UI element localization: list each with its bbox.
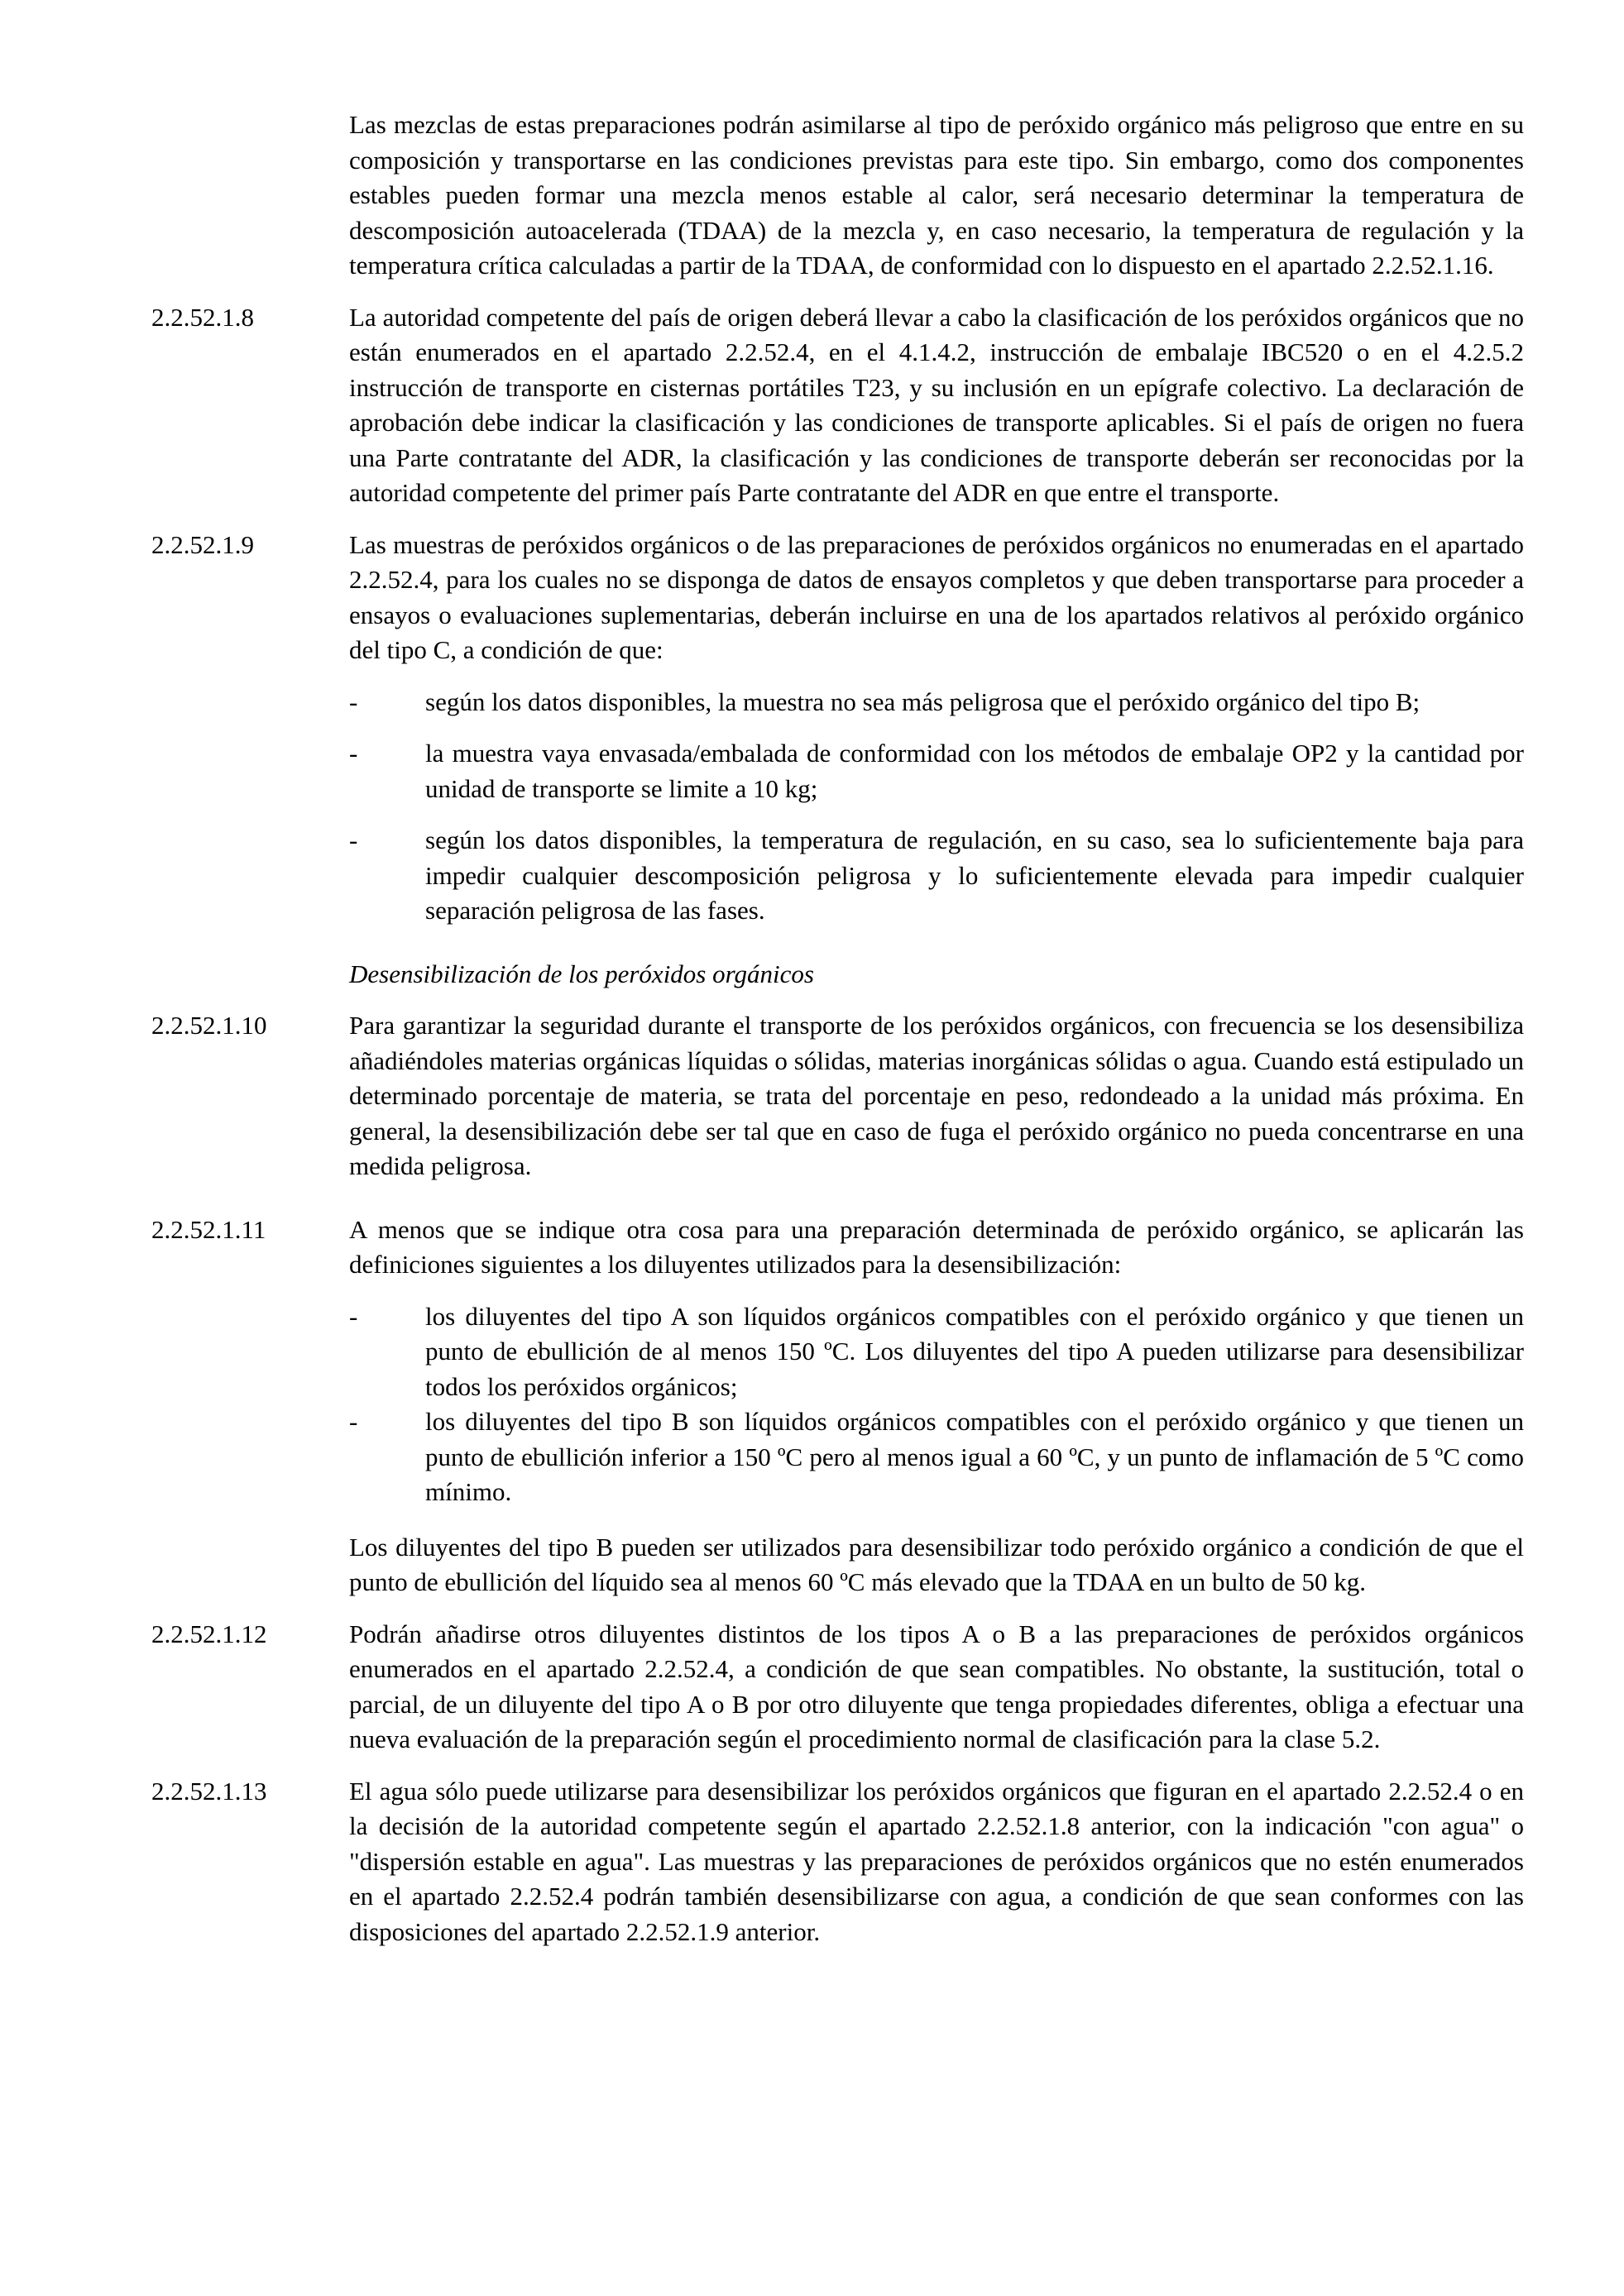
bullet-dash: - [349, 1407, 358, 1436]
section-text: El agua sólo puede utilizarse para desensibilizar los peróxidos orgánicos que figuran en el apartado 2.2.52.4 o en la decisión de la autoridad competente según el apartado 2.2.52.1.8 anterior, con la indicación "con agua" o "dispersión estable en agua". Las muestras y las preparaciones de peróxidos orgánicos que no estén enumerados en el apartado 2.2.52.4 podrán también desensibilizarse con agua, a condición de que sean conformes con las disposiciones del apartado 2.2.52.1.9 anterior. [349, 1776, 1524, 1946]
section-number: 2.2.52.1.12 [151, 1619, 267, 1648]
bullet-dash: - [349, 739, 358, 768]
section-number: 2.2.52.1.11 [151, 1214, 266, 1244]
section-number: 2.2.52.1.9 [151, 529, 254, 559]
list-item [349, 736, 1524, 806]
list-item-text: los diluyentes del tipo B son líquidos orgánicos compatibles con el peróxido orgánico y que tienen un punto de ebullición inferior a 150 ºC pero al menos igual a 60 ºC, y un punto de inflamación de 5 ºC como mínimo. [425, 1407, 1524, 1506]
followup-paragraph [0, 1530, 1624, 1600]
list-item [349, 1404, 1524, 1510]
intro-paragraph [0, 108, 1624, 284]
intro-text: Las mezclas de estas preparaciones podrán asimilarse al tipo de peróxido orgánico más peligroso que entre en su composición y transportarse en las condiciones previstas para este tipo. Sin embargo, como dos componentes estables pueden formar una mezcla menos estable al calor, será necesario determinar la temperatura de descomposición autoacelerada (TDAA) de la mezcla y, en caso necesario, la temperatura de regulación y la temperatura crítica calculadas a partir de la TDAA, de conformidad con lo dispuesto en el apartado 2.2.52.1.16. [349, 110, 1524, 280]
bullet-dash: - [349, 1301, 358, 1331]
section-2-2-52-1-10 [0, 1008, 1624, 1184]
section-2-2-52-1-8 [0, 300, 1624, 511]
section-text: Las muestras de peróxidos orgánicos o de las preparaciones de peróxidos orgánicos no enumeradas en el apartado 2.2.52.4, para los cuales no se disponga de datos de ensayos completos y que deben transportarse para proceder a ensayos o evaluaciones suplementarias, deberán incluirse en una de los apartados relativos al peróxido orgánico del tipo C, a condición de que: [349, 529, 1524, 664]
list-item [349, 1299, 1524, 1405]
followup-text: Los diluyentes del tipo B pueden ser utilizados para desensibilizar todo peróxido orgánico a condición de que el punto de ebullición del líquido sea al menos 60 ºC más elevado que la TDAA en un bulto de 50 kg. [349, 1532, 1524, 1596]
list-item-text: según los datos disponibles, la temperatura de regulación, en su caso, sea lo suficientemente baja para impedir cualquier descomposición peligrosa y lo suficientemente elevada para impedir cualquier separación peligrosa de las fases. [425, 825, 1524, 925]
section-text: A menos que se indique otra cosa para una preparación determinada de peróxido orgánico, se aplicarán las definiciones siguientes a los diluyentes utilizados para la desensibilización: [349, 1214, 1524, 1279]
bullet-dash: - [349, 825, 358, 854]
list-item [349, 823, 1524, 929]
list-item-text: según los datos disponibles, la muestra no sea más peligrosa que el peróxido orgánico del tipo B; [425, 686, 1420, 716]
section-text: Podrán añadirse otros diluyentes distintos de los tipos A o B a las preparaciones de peróxidos orgánicos enumerados en el apartado 2.2.52.4, a condición de que sean compatibles. No obstante, la sustitución, total o parcial, de un diluyente del tipo A o B por otro diluyente que tenga propiedades diferentes, obliga a efectuar una nueva evaluación de la preparación según el procedimiento normal de clasificación para la clase 5.2. [349, 1619, 1524, 1753]
list-item-text: los diluyentes del tipo A son líquidos orgánicos compatibles con el peróxido orgánico y que tienen un punto de ebullición de al menos 150 ºC. Los diluyentes del tipo A pueden utilizarse para desensibilizar todos los peróxidos orgánicos; [425, 1301, 1524, 1401]
section-2-2-52-1-11 [0, 1213, 1624, 1283]
section-heading: Desensibilización de los peróxidos orgánicos [349, 959, 814, 988]
section-2-2-52-1-9 [0, 528, 1624, 668]
section-2-2-52-1-12 [0, 1617, 1624, 1758]
section-number: 2.2.52.1.10 [151, 1011, 267, 1040]
document-content [0, 108, 1624, 1949]
section-text: Para garantizar la seguridad durante el transporte de los peróxidos orgánicos, con frecuencia se los desensibiliza añadiéndoles materias orgánicas líquidas o sólidas, materias inorgánicas sólidas o agua. Cuando está estipulado un determinado porcentaje de materia, se trata del porcentaje en peso, redondeado a la unidad más próxima. En general, la desensibilización debe ser tal que en caso de fuga el peróxido orgánico no pueda concentrarse en una medida peligrosa. [349, 1011, 1524, 1180]
section-number: 2.2.52.1.8 [151, 302, 254, 332]
list-item-text: la muestra vaya envasada/embalada de conformidad con los métodos de embalaje OP2 y la cantidad por unidad de transporte se limite a 10 kg; [425, 739, 1524, 803]
section-2-2-52-1-13 [0, 1774, 1624, 1950]
bullet-dash: - [349, 686, 358, 716]
section-text: La autoridad competente del país de origen deberá llevar a cabo la clasificación de los peróxidos orgánicos que no están enumerados en el apartado 2.2.52.4, en el 4.1.4.2, instrucción de embalaje IBC520 o en el 4.2.5.2 instrucción de transporte en cisternas portátiles T23, y su inclusión en un epígrafe colectivo. La declaración de aprobación debe indicar la clasificación y las condiciones de transporte aplicables. Si el país de origen no fuera una Parte contratante del ADR, la clasificación y las condiciones de transporte deberán ser reconocidas por la autoridad competente del primer país Parte contratante del ADR en que entre el transporte. [349, 302, 1524, 507]
section-number: 2.2.52.1.13 [151, 1776, 267, 1806]
list-item [349, 685, 1524, 720]
